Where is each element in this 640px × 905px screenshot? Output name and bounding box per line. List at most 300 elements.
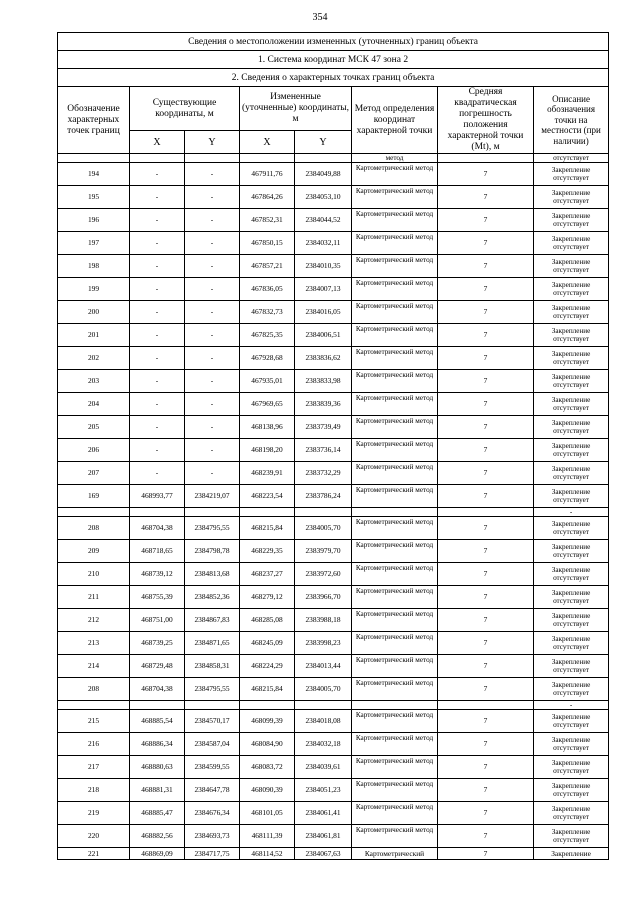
method-cell: Картометрический метод (352, 733, 438, 756)
empty-cell (185, 701, 240, 710)
header-row (58, 87, 609, 131)
accuracy-cell: 7 (438, 632, 534, 655)
table-row (58, 232, 609, 255)
existing-x: - (130, 416, 185, 439)
changed-x: 468114,52 (240, 848, 295, 860)
existing-y: 2384676,34 (185, 802, 240, 825)
section-row (58, 51, 609, 69)
accuracy-cell: 7 (438, 301, 534, 324)
existing-y: 2384867,83 (185, 609, 240, 632)
changed-y: 2383836,62 (295, 347, 352, 370)
table-row (58, 655, 609, 678)
header-existing-x: X (130, 131, 185, 154)
changed-y: 2383972,60 (295, 563, 352, 586)
changed-x: 467864,26 (240, 186, 295, 209)
point-number: 217 (58, 756, 130, 779)
header-point-designation: Обозначение характерных точек границ (58, 87, 130, 154)
empty-cell (130, 701, 185, 710)
method-cell: Картометрический метод (352, 825, 438, 848)
method-cell: Картометрический метод (352, 347, 438, 370)
changed-x: 468101,05 (240, 802, 295, 825)
changed-x: 468285,08 (240, 609, 295, 632)
existing-y: - (185, 370, 240, 393)
table-row (58, 485, 609, 508)
changed-y: 2384044,52 (295, 209, 352, 232)
accuracy-cell: 7 (438, 393, 534, 416)
changed-y: 2384067,63 (295, 848, 352, 860)
description-cell: Закрепление отсутствует (534, 586, 609, 609)
existing-y: 2384798,78 (185, 540, 240, 563)
accuracy-cell: 7 (438, 779, 534, 802)
point-number: 196 (58, 209, 130, 232)
table-row (58, 733, 609, 756)
existing-x: - (130, 347, 185, 370)
changed-x: 468111,39 (240, 825, 295, 848)
point-number: 198 (58, 255, 130, 278)
description-cell: Закрепление отсутствует (534, 609, 609, 632)
section-row (58, 69, 609, 87)
point-number: 169 (58, 485, 130, 508)
changed-x: 468229,35 (240, 540, 295, 563)
existing-y: 2384795,55 (185, 678, 240, 701)
point-number: 211 (58, 586, 130, 609)
point-number: 197 (58, 232, 130, 255)
changed-y: 2384007,13 (295, 278, 352, 301)
changed-x: 468245,09 (240, 632, 295, 655)
changed-y: 2383739,49 (295, 416, 352, 439)
table-row (58, 632, 609, 655)
method-cell: Картометрический (352, 848, 438, 860)
point-number: 194 (58, 163, 130, 186)
coordinate-system-heading: 1. Система координат МСК 47 зона 2 (58, 51, 609, 69)
method-cell: Картометрический метод (352, 393, 438, 416)
accuracy-cell: 7 (438, 655, 534, 678)
description-cell: отсутствует (534, 154, 609, 163)
point-number: 202 (58, 347, 130, 370)
accuracy-cell: 7 (438, 586, 534, 609)
existing-y: 2384599,55 (185, 756, 240, 779)
changed-y: 2384061,41 (295, 802, 352, 825)
table-row (58, 370, 609, 393)
table-row (58, 255, 609, 278)
header-existing-y: Y (185, 131, 240, 154)
point-number: 219 (58, 802, 130, 825)
table-row (58, 586, 609, 609)
method-cell: Картометрический метод (352, 301, 438, 324)
changed-x: 468215,84 (240, 517, 295, 540)
table-row (58, 186, 609, 209)
method-cell: Картометрический метод (352, 324, 438, 347)
description-cell: Закрепление отсутствует (534, 301, 609, 324)
existing-x: 468869,09 (130, 848, 185, 860)
table-row (58, 825, 609, 848)
cell (58, 154, 130, 163)
existing-y: - (185, 347, 240, 370)
method-cell: Картометрический метод (352, 540, 438, 563)
point-number: 215 (58, 710, 130, 733)
existing-y: 2384813,68 (185, 563, 240, 586)
table-row (58, 278, 609, 301)
existing-x: 468993,77 (130, 485, 185, 508)
existing-y: - (185, 416, 240, 439)
description-cell: Закрепление отсутствует (534, 232, 609, 255)
empty-cell (352, 508, 438, 517)
description-cell: Закрепление отсутствует (534, 347, 609, 370)
method-cell: Картометрический метод (352, 370, 438, 393)
point-number: 206 (58, 439, 130, 462)
empty-cell (438, 701, 534, 710)
existing-y: 2384858,31 (185, 655, 240, 678)
changed-x: 467832,73 (240, 301, 295, 324)
empty-cell (58, 508, 130, 517)
changed-y: 2384018,08 (295, 710, 352, 733)
table-row (58, 301, 609, 324)
table-row (58, 462, 609, 485)
existing-x: 468886,34 (130, 733, 185, 756)
description-cell: Закрепление отсутствует (534, 779, 609, 802)
changed-x: 468099,39 (240, 710, 295, 733)
method-cell: метод (352, 154, 438, 163)
point-number: 218 (58, 779, 130, 802)
header-changed-coordinates: Измененные (уточненные) координаты, м (240, 87, 352, 131)
table-row (58, 347, 609, 370)
changed-x: 467852,31 (240, 209, 295, 232)
table-row (58, 393, 609, 416)
table-row (58, 563, 609, 586)
point-number: 205 (58, 416, 130, 439)
description-cell: Закрепление отсутствует (534, 678, 609, 701)
description-cell: Закрепление отсутствует (534, 485, 609, 508)
description-cell: Закрепление (534, 848, 609, 860)
changed-y: 2383732,29 (295, 462, 352, 485)
existing-x: - (130, 439, 185, 462)
header-accuracy: Средняя квадратическая погрешность положения характерной точки (Mt), м (438, 87, 534, 154)
description-cell: Закрепление отсутствует (534, 710, 609, 733)
accuracy-cell: 7 (438, 802, 534, 825)
changed-x: 467836,05 (240, 278, 295, 301)
description-cell: Закрепление отсутствует (534, 439, 609, 462)
changed-x: 467969,65 (240, 393, 295, 416)
method-cell: Картометрический метод (352, 655, 438, 678)
existing-x: - (130, 163, 185, 186)
title-row (58, 33, 609, 51)
changed-y: 2384006,51 (295, 324, 352, 347)
description-cell: Закрепление отсутствует (534, 825, 609, 848)
existing-y: - (185, 439, 240, 462)
point-number: 195 (58, 186, 130, 209)
existing-y: - (185, 255, 240, 278)
cell (295, 154, 352, 163)
description-cell: Закрепление отсутствует (534, 540, 609, 563)
existing-y: - (185, 163, 240, 186)
description-cell: Закрепление отсутствует (534, 209, 609, 232)
method-cell: Картометрический метод (352, 586, 438, 609)
cell (130, 154, 185, 163)
existing-x: 468704,38 (130, 517, 185, 540)
method-cell: Картометрический метод (352, 678, 438, 701)
method-cell: Картометрический метод (352, 278, 438, 301)
empty-cell (58, 701, 130, 710)
table-row (58, 416, 609, 439)
changed-x: 467935,01 (240, 370, 295, 393)
accuracy-cell: 7 (438, 756, 534, 779)
changed-x: 468083,72 (240, 756, 295, 779)
points-section-heading: 2. Сведения о характерных точках границ объекта (58, 69, 609, 87)
changed-x: 467850,15 (240, 232, 295, 255)
header-description: Описание обозначения точки на местности (при наличии) (534, 87, 609, 154)
method-cell: Картометрический метод (352, 710, 438, 733)
existing-y: 2384570,17 (185, 710, 240, 733)
point-number: 207 (58, 462, 130, 485)
existing-y: - (185, 278, 240, 301)
changed-y: 2384061,81 (295, 825, 352, 848)
method-cell: Картометрический метод (352, 632, 438, 655)
description-cell: Закрепление отсутствует (534, 255, 609, 278)
separator-row (58, 508, 609, 517)
accuracy-cell: 7 (438, 324, 534, 347)
changed-x: 467857,21 (240, 255, 295, 278)
method-cell: Картометрический метод (352, 416, 438, 439)
existing-y: 2384587,04 (185, 733, 240, 756)
table-row (58, 710, 609, 733)
table-row (58, 439, 609, 462)
changed-x: 468138,96 (240, 416, 295, 439)
table-row (58, 209, 609, 232)
changed-y: 2383839,36 (295, 393, 352, 416)
description-cell: Закрепление отсутствует (534, 393, 609, 416)
header-changed-x: X (240, 131, 295, 154)
changed-y: 2383833,98 (295, 370, 352, 393)
table-row (58, 540, 609, 563)
accuracy-cell: 7 (438, 517, 534, 540)
changed-x: 468198,20 (240, 439, 295, 462)
description-cell: - (534, 701, 609, 710)
point-number: 216 (58, 733, 130, 756)
existing-y: 2384795,55 (185, 517, 240, 540)
existing-y: - (185, 393, 240, 416)
existing-x: 468729,48 (130, 655, 185, 678)
point-number: 213 (58, 632, 130, 655)
changed-y: 2383786,24 (295, 485, 352, 508)
point-number: 208 (58, 678, 130, 701)
accuracy-cell: 7 (438, 209, 534, 232)
description-cell: Закрепление отсутствует (534, 278, 609, 301)
point-number: 221 (58, 848, 130, 860)
existing-x: 468885,47 (130, 802, 185, 825)
accuracy-cell: 7 (438, 278, 534, 301)
existing-y: 2384693,73 (185, 825, 240, 848)
header-existing-coordinates: Существующие координаты, м (130, 87, 240, 131)
accuracy-cell: 7 (438, 678, 534, 701)
description-cell: Закрепление отсутствует (534, 462, 609, 485)
existing-x: 468881,31 (130, 779, 185, 802)
description-cell: Закрепление отсутствует (534, 163, 609, 186)
accuracy-cell: 7 (438, 439, 534, 462)
method-cell: Картометрический метод (352, 756, 438, 779)
changed-y: 2384051,23 (295, 779, 352, 802)
point-number: 200 (58, 301, 130, 324)
empty-cell (185, 508, 240, 517)
existing-y: - (185, 209, 240, 232)
changed-x: 467928,68 (240, 347, 295, 370)
existing-y: - (185, 462, 240, 485)
description-cell: Закрепление отсутствует (534, 324, 609, 347)
existing-x: 468739,25 (130, 632, 185, 655)
method-cell: Картометрический метод (352, 517, 438, 540)
changed-y: 2383998,23 (295, 632, 352, 655)
existing-x: - (130, 232, 185, 255)
point-number: 214 (58, 655, 130, 678)
changed-x: 468084,90 (240, 733, 295, 756)
table-row (58, 779, 609, 802)
empty-cell (240, 701, 295, 710)
changed-y: 2384049,88 (295, 163, 352, 186)
accuracy-cell: 7 (438, 733, 534, 756)
method-cell: Картометрический метод (352, 232, 438, 255)
method-cell: Картометрический метод (352, 485, 438, 508)
empty-cell (295, 508, 352, 517)
accuracy-cell: 7 (438, 563, 534, 586)
description-cell: Закрепление отсутствует (534, 756, 609, 779)
changed-x: 468279,12 (240, 586, 295, 609)
table-row (58, 802, 609, 825)
changed-x: 467825,35 (240, 324, 295, 347)
table-row (58, 609, 609, 632)
empty-cell (130, 508, 185, 517)
table-row (58, 678, 609, 701)
existing-y: - (185, 324, 240, 347)
existing-x: 468718,65 (130, 540, 185, 563)
description-cell: - (534, 508, 609, 517)
changed-y: 2384016,05 (295, 301, 352, 324)
changed-y: 2384032,18 (295, 733, 352, 756)
existing-y: - (185, 301, 240, 324)
existing-x: 468885,54 (130, 710, 185, 733)
header-changed-y: Y (295, 131, 352, 154)
existing-x: - (130, 370, 185, 393)
existing-y: - (185, 186, 240, 209)
table-row (58, 756, 609, 779)
table-row (58, 848, 609, 860)
header-method: Метод определения координат характерной точки (352, 87, 438, 154)
method-cell: Картометрический метод (352, 779, 438, 802)
description-cell: Закрепление отсутствует (534, 655, 609, 678)
changed-y: 2384053,10 (295, 186, 352, 209)
method-cell: Картометрический метод (352, 609, 438, 632)
changed-x: 468237,27 (240, 563, 295, 586)
changed-y: 2384032,11 (295, 232, 352, 255)
changed-y: 2383966,70 (295, 586, 352, 609)
accuracy-cell: 7 (438, 848, 534, 860)
accuracy-cell: 7 (438, 347, 534, 370)
accuracy-cell: 7 (438, 485, 534, 508)
changed-y: 2384005,70 (295, 517, 352, 540)
accuracy-cell: 7 (438, 710, 534, 733)
point-number: 199 (58, 278, 130, 301)
existing-x: 468882,56 (130, 825, 185, 848)
method-cell: Картометрический метод (352, 186, 438, 209)
cell (438, 154, 534, 163)
empty-cell (295, 701, 352, 710)
page-number: 354 (312, 12, 328, 23)
accuracy-cell: 7 (438, 416, 534, 439)
description-cell: Закрепление отсутствует (534, 186, 609, 209)
existing-x: - (130, 462, 185, 485)
point-number: 220 (58, 825, 130, 848)
changed-x: 468215,84 (240, 678, 295, 701)
changed-x: 467911,76 (240, 163, 295, 186)
existing-y: 2384647,78 (185, 779, 240, 802)
changed-x: 468239,91 (240, 462, 295, 485)
description-cell: Закрепление отсутствует (534, 370, 609, 393)
point-number: 204 (58, 393, 130, 416)
point-number: 209 (58, 540, 130, 563)
existing-x: - (130, 255, 185, 278)
description-cell: Закрепление отсутствует (534, 563, 609, 586)
empty-cell (438, 508, 534, 517)
accuracy-cell: 7 (438, 255, 534, 278)
existing-x: 468739,12 (130, 563, 185, 586)
changed-x: 468224,29 (240, 655, 295, 678)
continued-row (58, 154, 609, 163)
point-number: 208 (58, 517, 130, 540)
accuracy-cell: 7 (438, 462, 534, 485)
description-cell: Закрепление отсутствует (534, 517, 609, 540)
existing-x: 468880,63 (130, 756, 185, 779)
description-cell: Закрепление отсутствует (534, 802, 609, 825)
existing-x: - (130, 209, 185, 232)
changed-y: 2384013,44 (295, 655, 352, 678)
changed-x: 468090,39 (240, 779, 295, 802)
accuracy-cell: 7 (438, 370, 534, 393)
accuracy-cell: 7 (438, 232, 534, 255)
changed-y: 2384005,70 (295, 678, 352, 701)
changed-y: 2384010,35 (295, 255, 352, 278)
table-title: Сведения о местоположении измененных (уточненных) границ объекта (58, 33, 609, 51)
cell (185, 154, 240, 163)
existing-x: - (130, 324, 185, 347)
table-row (58, 517, 609, 540)
existing-y: 2384717,75 (185, 848, 240, 860)
empty-cell (240, 508, 295, 517)
method-cell: Картометрический метод (352, 802, 438, 825)
method-cell: Картометрический метод (352, 563, 438, 586)
table-row (58, 324, 609, 347)
point-number: 212 (58, 609, 130, 632)
existing-y: 2384871,65 (185, 632, 240, 655)
existing-x: - (130, 393, 185, 416)
description-cell: Закрепление отсутствует (534, 733, 609, 756)
existing-x: - (130, 186, 185, 209)
coordinates-table (57, 32, 609, 860)
existing-x: - (130, 278, 185, 301)
cell (240, 154, 295, 163)
method-cell: Картометрический метод (352, 209, 438, 232)
accuracy-cell: 7 (438, 186, 534, 209)
existing-x: - (130, 301, 185, 324)
method-cell: Картометрический метод (352, 462, 438, 485)
changed-x: 468223,54 (240, 485, 295, 508)
accuracy-cell: 7 (438, 825, 534, 848)
changed-y: 2383979,70 (295, 540, 352, 563)
point-number: 203 (58, 370, 130, 393)
existing-x: 468751,00 (130, 609, 185, 632)
existing-x: 468755,39 (130, 586, 185, 609)
changed-y: 2383736,14 (295, 439, 352, 462)
method-cell: Картометрический метод (352, 439, 438, 462)
accuracy-cell: 7 (438, 163, 534, 186)
table-row (58, 163, 609, 186)
